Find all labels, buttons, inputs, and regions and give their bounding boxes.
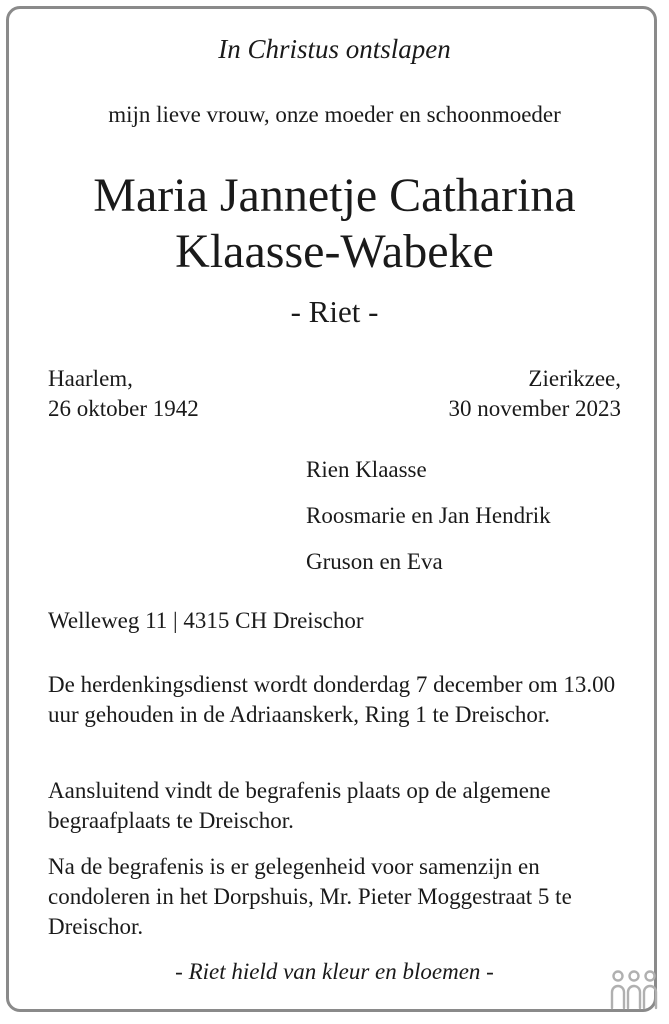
death-date: 30 november 2023 xyxy=(448,396,621,421)
intro-line: mijn lieve vrouw, onze moeder en schoonmoeder xyxy=(108,102,561,127)
family-list xyxy=(306,455,551,593)
correspondence-address: Welleweg 11 | 4315 CH Dreischor xyxy=(48,608,364,633)
name-line-2: Klaasse-Wabeke xyxy=(175,225,494,278)
death-info xyxy=(449,364,621,424)
name-line-1: Maria Jannetje Catharina xyxy=(93,169,576,222)
notice-heading: In Christus ontslapen xyxy=(218,34,451,64)
burial-paragraph: Aansluitend vindt de begrafenis plaats op de algemene begraafplaats te Dreischor. xyxy=(48,778,551,833)
family-member: Rien Klaasse xyxy=(306,457,427,482)
birth-date: 26 oktober 1942 xyxy=(48,396,199,421)
birth-info xyxy=(48,364,199,424)
deceased-name xyxy=(0,168,669,280)
people-group-icon xyxy=(608,968,660,1012)
birth-place: Haarlem, xyxy=(48,366,133,391)
death-place: Zierikzee, xyxy=(528,366,621,391)
service-paragraph: De herdenkingsdienst wordt donderdag 7 december om 13.00 uur gehouden in de Adriaanskerk, Ring 1 te Dreischor. xyxy=(48,672,616,727)
nickname: - Riet - xyxy=(290,294,379,329)
condolence-paragraph: Na de begrafenis is er gelegenheid voor samenzijn en condoleren in het Dorpshuis, Mr. Pieter Moggestraat 5 te Dreischor. xyxy=(48,854,572,939)
family-member: Gruson en Eva xyxy=(306,549,443,574)
family-member: Roosmarie en Jan Hendrik xyxy=(306,503,551,528)
closing-line: - Riet hield van kleur en bloemen - xyxy=(175,959,494,984)
